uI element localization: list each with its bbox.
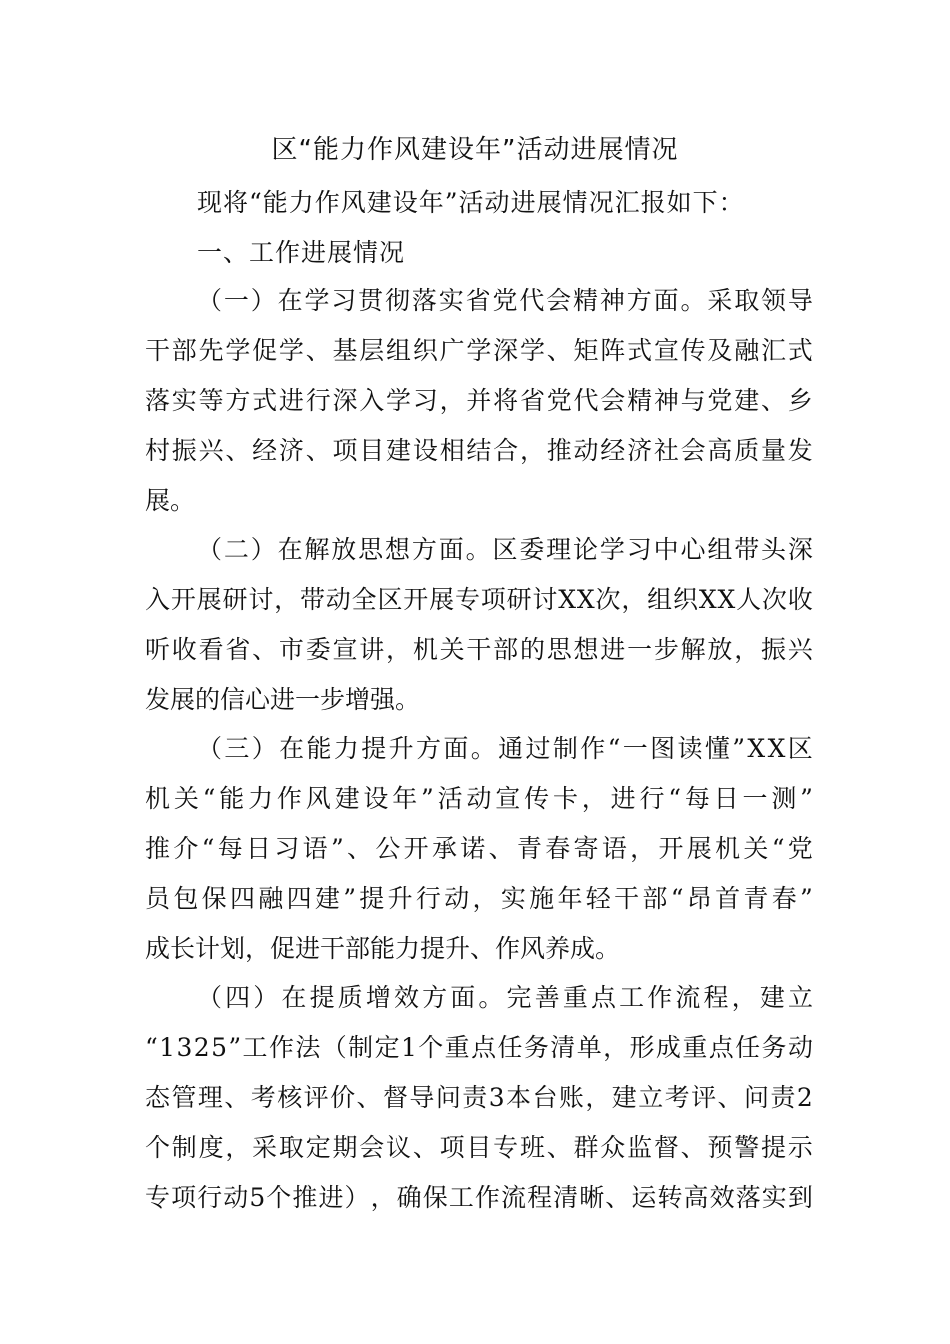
paragraph-line: 专 项 行 动 5 个 推 进 ） ， 确 保 工 作 流 程 清 晰 、 运 转 高 效 落 实 到 bbox=[145, 1183, 813, 1212]
paragraph-4 bbox=[145, 973, 813, 1223]
paragraph-line: 听 收 看 省 、 市 委 宣 讲 ， 机 关 干 部 的 思 想 进 一 步 解 放 ， 振 兴 bbox=[145, 635, 813, 664]
paragraph-line: 村 振 兴 、 经 济 、 项 目 建 设 相 结 合 ， 推 动 经 济 社 会 高 质 量 发 bbox=[145, 436, 813, 465]
section-heading: 一、工作进展情况 bbox=[197, 238, 406, 267]
paragraph-line: （ 二 ） 在 解 放 思 想 方 面 。 区 委 理 论 学 习 中 心 组 带 头 深 bbox=[197, 535, 813, 564]
paragraph-line: 入 开 展 研 讨 ， 带 动 全 区 开 展 专 项 研 讨 X X 次 ， 组 织 X X 人 次 收 bbox=[145, 585, 813, 614]
paragraph-line: 成长计划，促进干部能力提升、作风养成。 bbox=[145, 934, 621, 963]
intro-paragraph: 现将“能力作风建设年”活动进展情况汇报如下： bbox=[197, 188, 745, 217]
paragraph-1 bbox=[145, 276, 813, 526]
paragraph-line: 干 部 先 学 促 学 、 基 层 组 织 广 学 深 学 、 矩 阵 式 宣 传 及 融 汇 式 bbox=[145, 336, 813, 365]
paragraph-line: 推 介 “ 每 日 习 语 ” 、 公 开 承 诺 、 青 春 寄 语 ， 开 展 机 关 “ 党 bbox=[145, 834, 813, 863]
paragraph-line: “ 1 3 2 5 ” 工 作 法 （ 制 定 1 个 重 点 任 务 清 单 ， 形 成 重 点 任 务 动 bbox=[145, 1033, 813, 1062]
paragraph-line: 落 实 等 方 式 进 行 深 入 学 习 ， 并 将 省 党 代 会 精 神 与 党 建 、 乡 bbox=[145, 386, 813, 415]
paragraph-line: 态 管 理 、 考 核 评 价 、 督 导 问 责 3 本 台 账 ， 建 立 考 评 、 问 责 2 bbox=[145, 1083, 813, 1112]
paragraph-line: 员 包 保 四 融 四 建 ” 提 升 行 动 ， 实 施 年 轻 干 部 “ 昂 首 青 春 ” bbox=[145, 884, 813, 913]
paragraph-line: 个 制 度 ， 采 取 定 期 会 议 、 项 目 专 班 、 群 众 监 督 、 预 警 提 示 bbox=[145, 1133, 813, 1162]
paragraph-line: 展。 bbox=[145, 486, 196, 515]
paragraph-line: （ 三 ） 在 能 力 提 升 方 面 。 通 过 制 作 “ 一 图 读 懂 ” X X 区 bbox=[197, 734, 813, 763]
paragraph-3 bbox=[145, 724, 813, 974]
paragraph-line: （ 一 ） 在 学 习 贯 彻 落 实 省 党 代 会 精 神 方 面 。 采 取 领 导 bbox=[197, 286, 813, 315]
paragraph-line: （ 四 ） 在 提 质 增 效 方 面 。 完 善 重 点 工 作 流 程 ， 建 立 bbox=[197, 983, 813, 1012]
paragraph-2 bbox=[145, 525, 813, 725]
paragraph-line: 发展的信心进一步增强。 bbox=[145, 685, 421, 714]
document-title: 区“能力作风建设年”活动进展情况 bbox=[271, 135, 679, 165]
paragraph-line: 机 关 “ 能 力 作 风 建 设 年 ” 活 动 宣 传 卡 ， 进 行 “ 每 日 一 测 ” bbox=[145, 784, 813, 813]
